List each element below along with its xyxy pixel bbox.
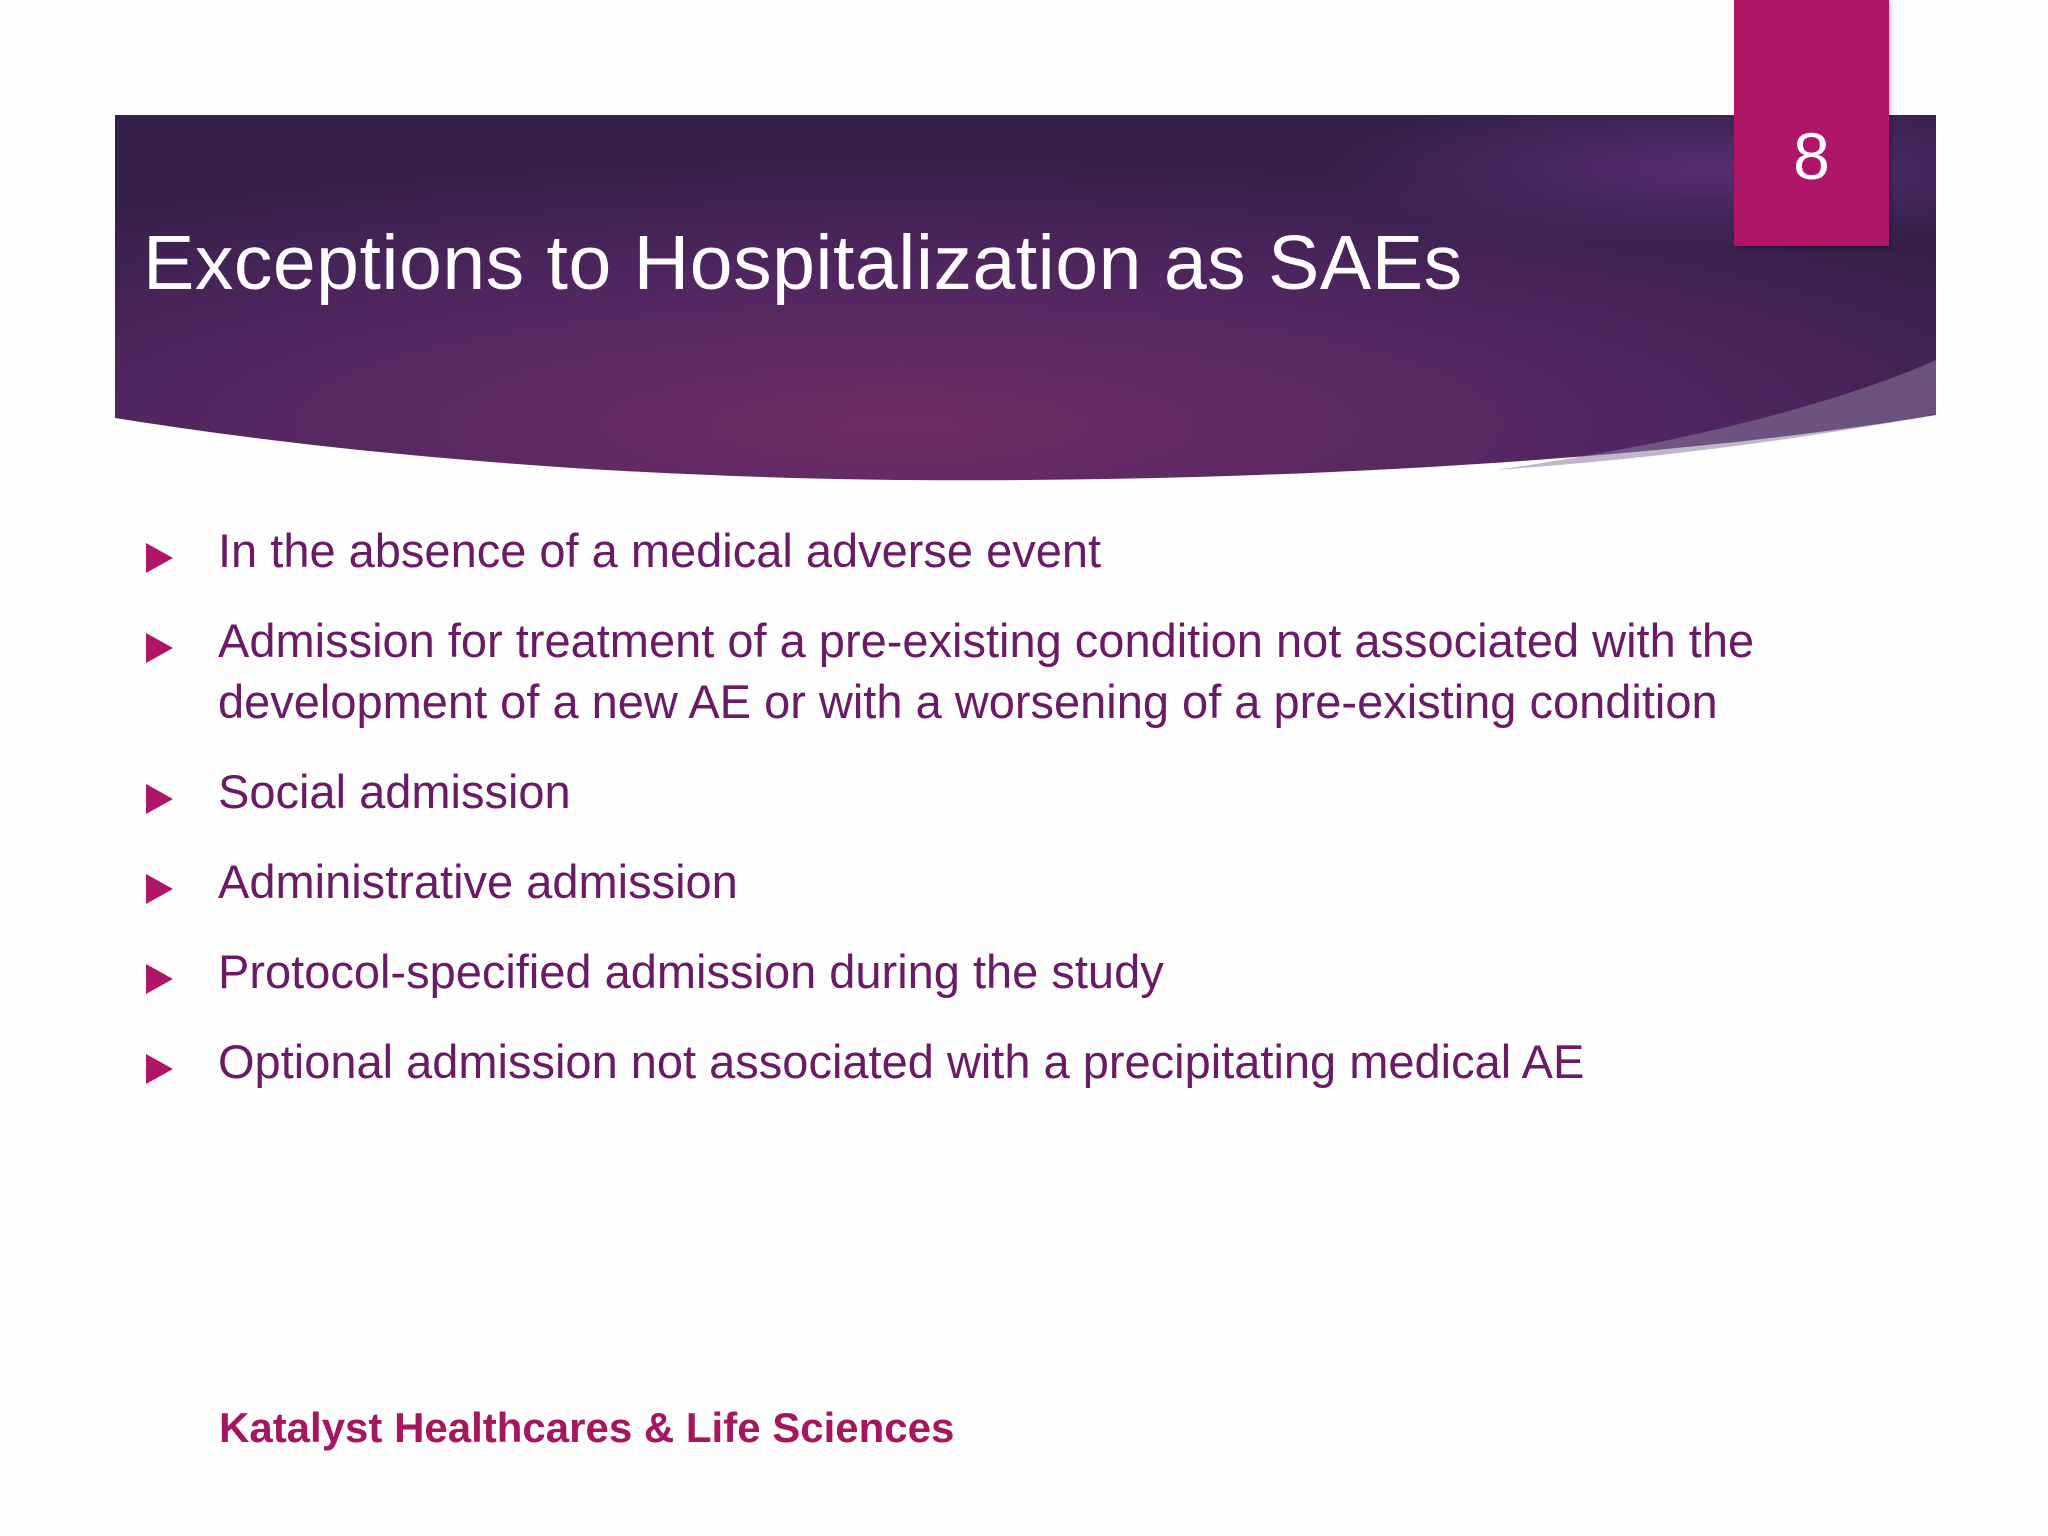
bullet-item	[140, 851, 1930, 912]
right-triangle-icon	[146, 543, 173, 573]
right-triangle-icon	[146, 1054, 173, 1084]
bullet-text: Administrative admission	[218, 855, 738, 908]
page-number: 8	[1793, 119, 1830, 193]
bullet-item	[140, 610, 1930, 732]
page-number-tab	[1734, 0, 1889, 246]
right-triangle-icon	[146, 784, 173, 814]
footer-company-name: Katalyst Healthcares & Life Sciences	[219, 1404, 955, 1451]
bullet-text: Admission for treatment of a pre-existing condition not associated with the development of a new AE or with a worsening of a pre-existing condition	[218, 614, 1755, 728]
bullet-text: In the absence of a medical adverse event	[218, 524, 1102, 577]
bullet-item	[140, 520, 1930, 581]
bullet-item	[140, 761, 1930, 822]
bullet-item	[140, 941, 1930, 1002]
bullet-list	[140, 520, 1930, 1121]
right-triangle-icon	[146, 633, 173, 663]
bullet-text: Optional admission not associated with a precipitating medical AE	[218, 1035, 1585, 1088]
slide-title: Exceptions to Hospitalization as SAEs	[143, 220, 1463, 306]
bullet-text: Protocol-specified admission during the study	[218, 945, 1164, 998]
right-triangle-icon	[146, 964, 173, 994]
bullet-text: Social admission	[218, 765, 571, 818]
right-triangle-icon	[146, 874, 173, 904]
bullet-item	[140, 1031, 1930, 1092]
